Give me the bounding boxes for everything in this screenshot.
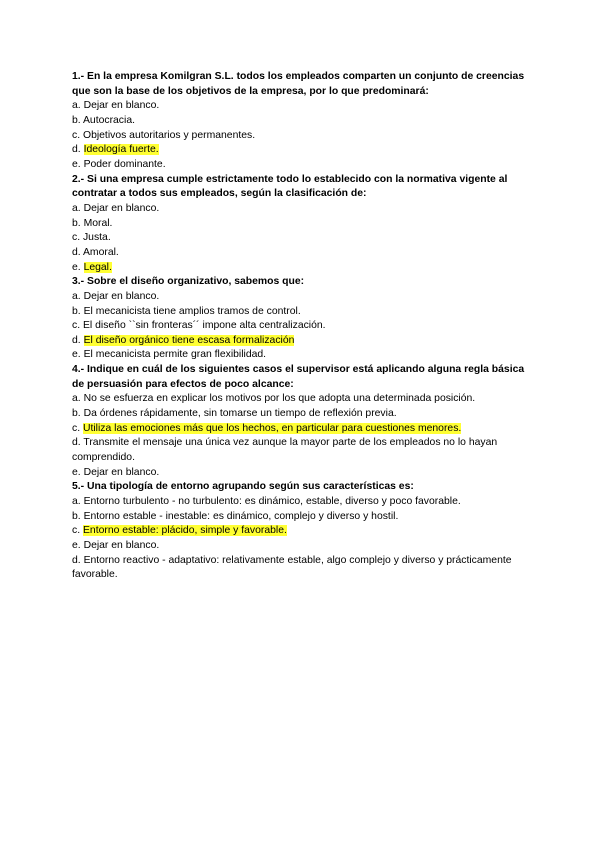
option-letter: c. xyxy=(72,422,81,434)
option-text: Da órdenes rápidamente, sin tomarse un tiempo de reflexión previa. xyxy=(83,408,397,420)
question-block xyxy=(72,363,532,480)
answer-option-highlighted xyxy=(72,261,532,276)
question-text: 4.- Indique en cuál de los siguientes casos el supervisor está aplicando alguna regla básica de persuasión para efectos de poco alcance: xyxy=(72,364,525,390)
answer-option xyxy=(72,319,532,334)
answer-option xyxy=(72,554,532,583)
option-text: No se esfuerza en explicar los motivos por los que adopta una determinada posición. xyxy=(83,393,476,405)
option-letter: e. xyxy=(72,158,81,170)
option-text: El diseño ``sin fronteras´´ impone alta centralización. xyxy=(82,320,326,332)
answer-option xyxy=(72,202,532,217)
option-letter: a. xyxy=(72,290,81,302)
option-text-highlighted: Ideología fuerte. xyxy=(83,144,159,156)
answer-option xyxy=(72,290,532,305)
answer-option-highlighted xyxy=(72,143,532,158)
answer-option xyxy=(72,392,532,407)
answer-option xyxy=(72,246,532,261)
option-letter: c. xyxy=(72,129,81,141)
option-letter: e. xyxy=(72,349,81,361)
answer-option xyxy=(72,348,532,363)
option-text-highlighted: Entorno estable: plácido, simple y favorable. xyxy=(82,525,287,537)
question-block xyxy=(72,70,532,173)
option-letter: c. xyxy=(72,232,81,244)
answer-option xyxy=(72,129,532,144)
option-text-highlighted: Utiliza las emociones más que los hechos, en particular para cuestiones menores. xyxy=(82,422,462,434)
question-block xyxy=(72,173,532,276)
answer-option-highlighted xyxy=(72,422,532,437)
option-letter: b. xyxy=(72,217,81,229)
answer-option xyxy=(72,305,532,320)
answer-option xyxy=(72,217,532,232)
option-text: Dejar en blanco. xyxy=(83,202,160,214)
answer-option-highlighted xyxy=(72,524,532,539)
option-letter: d. xyxy=(72,144,81,156)
option-text: Amoral. xyxy=(83,246,119,258)
question-text: 1.- En la empresa Komilgran S.L. todos los empleados comparten un conjunto de creencias que son la base de los objetivos de la empresa, por lo que predominará: xyxy=(72,71,525,97)
option-text-highlighted: El diseño orgánico tiene escasa formalización xyxy=(83,334,295,346)
question-block xyxy=(72,275,532,363)
answer-option xyxy=(72,158,532,173)
option-text-highlighted: Legal. xyxy=(83,261,112,273)
option-text: Objetivos autoritarios y permanentes. xyxy=(82,129,256,141)
option-text: El mecanicista tiene amplios tramos de control. xyxy=(83,305,301,317)
option-letter: d. xyxy=(72,554,81,566)
option-letter: a. xyxy=(72,100,81,112)
answer-option xyxy=(72,466,532,481)
option-letter: a. xyxy=(72,496,81,508)
option-letter: e. xyxy=(72,540,81,551)
answer-option-highlighted xyxy=(72,334,532,349)
exam-document xyxy=(72,70,532,583)
option-text: Entorno reactivo - adaptativo: relativamente estable, algo complejo y diverso y prácticamente favorable. xyxy=(72,554,512,581)
option-letter: b. xyxy=(72,408,81,420)
option-letter: e. xyxy=(72,466,81,478)
option-text: Autocracia. xyxy=(83,114,135,126)
option-text: Poder dominante. xyxy=(83,158,166,170)
option-text: Transmite el mensaje una única vez aunque la mayor parte de los empleados no lo hayan comprendido. xyxy=(72,437,498,464)
option-letter: d. xyxy=(72,437,81,449)
option-letter: b. xyxy=(72,305,81,317)
question-text: 3.- Sobre el diseño organizativo, sabemos que: xyxy=(72,276,305,288)
option-letter: c. xyxy=(72,320,81,332)
question-block xyxy=(72,480,532,583)
option-letter: d. xyxy=(72,334,81,346)
answer-option xyxy=(72,436,532,465)
answer-option xyxy=(72,407,532,422)
answer-option xyxy=(72,510,532,525)
answer-option xyxy=(72,231,532,246)
option-text: Dejar en blanco. xyxy=(83,100,160,112)
option-text: Moral. xyxy=(83,217,113,229)
option-letter: e. xyxy=(72,261,81,273)
option-letter: a. xyxy=(72,393,81,405)
question-text: 2.- Si una empresa cumple estrictamente todo lo establecido con la normativa vigente al contratar a todos sus empleados, según la clasificación de: xyxy=(72,173,508,200)
option-letter: d. xyxy=(72,246,81,258)
option-letter: b. xyxy=(72,114,81,126)
option-text: Entorno turbulento - no turbulento: es dinámico, estable, diverso y poco favorable. xyxy=(83,496,461,508)
option-letter: a. xyxy=(72,202,81,214)
answer-option xyxy=(72,114,532,129)
option-text: El mecanicista permite gran flexibilidad. xyxy=(83,349,267,361)
option-text: Justa. xyxy=(82,232,111,244)
answer-option xyxy=(72,99,532,114)
option-text: Dejar en blanco. xyxy=(83,540,160,551)
option-text: Dejar en blanco. xyxy=(83,290,160,302)
answer-option xyxy=(72,539,532,554)
answer-option xyxy=(72,495,532,510)
option-letter: b. xyxy=(72,510,81,522)
question-text: 5.- Una tipología de entorno agrupando según sus características es: xyxy=(72,481,414,493)
option-text: Dejar en blanco. xyxy=(83,466,160,478)
option-letter: c. xyxy=(72,525,81,537)
option-text: Entorno estable - inestable: es dinámico, complejo y diverso y hostil. xyxy=(83,510,399,522)
